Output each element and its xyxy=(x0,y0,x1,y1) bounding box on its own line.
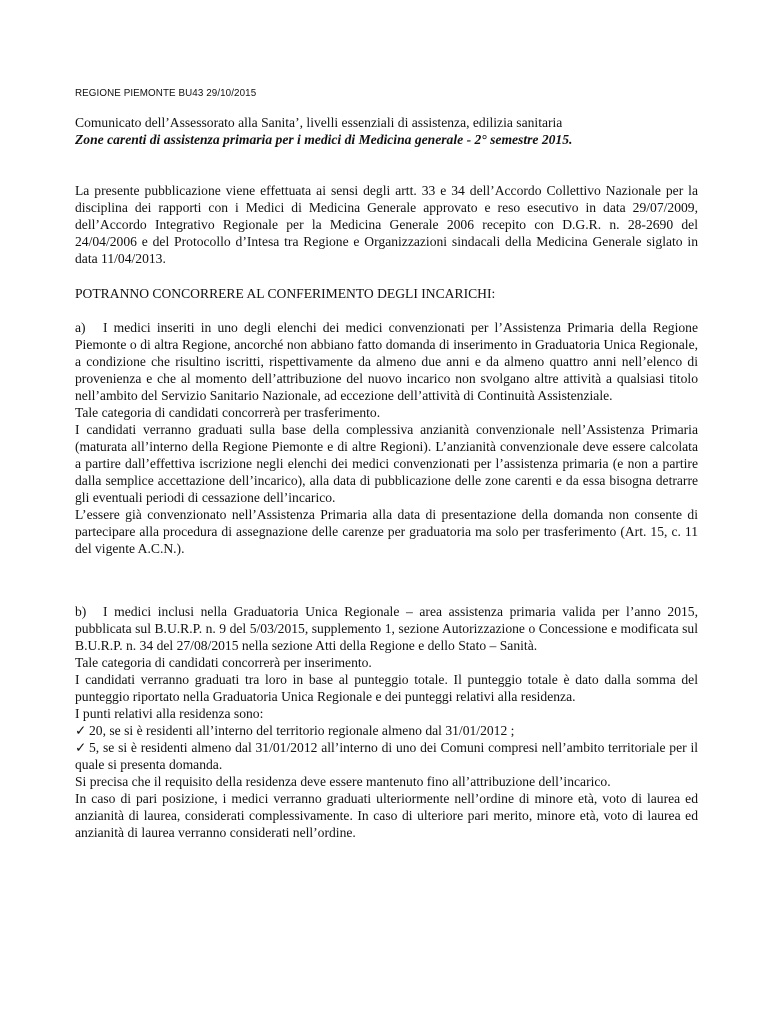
section-b-paragraph-4: I punti relativi alla residenza sono: xyxy=(75,706,264,721)
section-a xyxy=(75,319,698,557)
section-a-paragraph-4: L’essere già convenzionato nell’Assistenza Primaria alla data di presentazione della domanda non consente di partecipare alla procedura di assegnazione delle carenze per graduatoria ma solo per trasferimento (Art. 15, c. 11 del vigente A.C.N.). xyxy=(75,507,698,556)
section-a-paragraph-1 xyxy=(75,319,698,404)
section-heading: POTRANNO CONCORRERE AL CONFERIMENTO DEGLI INCARICHI: xyxy=(75,286,496,301)
section-b-label: b) xyxy=(75,604,87,619)
residence-bullet-2-text: 5, se si è residenti almeno dal 31/01/2012 all’interno di uno dei Comuni compresi nell’ambito territoriale per il quale si presenta domanda. xyxy=(75,740,698,772)
residence-bullet-2 xyxy=(75,739,698,773)
section-b-paragraph-6: In caso di pari posizione, i medici verranno graduati ulteriormente nell’ordine di minore età, voto di laurea ed anzianità di laurea, considerati complessivamente. In caso di ulteriore pari merito, minore età, voto di laurea ed anzianità di laurea verranno considerati nell’ordine. xyxy=(75,791,698,840)
section-b-paragraph-3: I candidati verranno graduati tra loro in base al punteggio totale. Il punteggio totale è dato dalla somma del punteggio riportato nella Graduatoria Unica Regionale e dei punteggi relativi alla residenza. xyxy=(75,672,698,704)
intro-paragraph: La presente pubblicazione viene effettuata ai sensi degli artt. 33 e 34 dell’Accordo Collettivo Nazionale per la disciplina dei rapporti con i Medici di Medicina Generale approvato e reso esecutivo in data 29/07/2009, dell’Accordo Integrativo Regionale per la Medicina Generale 2006 recepito con D.G.R. n. 28-2690 del 24/04/2006 e del Protocollo d’Intesa tra Regione e Organizzazioni sindacali della Medicina Generale siglato in data 11/04/2013. xyxy=(75,183,698,266)
section-a-label: a) xyxy=(75,320,86,335)
document-subtitle: Comunicato dell’Assessorato alla Sanita’, livelli essenziali di assistenza, edilizia sanitaria xyxy=(75,115,563,130)
section-a-text-1: I medici inseriti in uno degli elenchi dei medici convenzionati per l’Assistenza Primaria della Regione Piemonte o di altra Regione, ancorché non abbiano fatto domanda di inserimento in Graduatoria Unica Regionale, a condizione che risultino iscritti, rispettivamente da almeno due anni e da almeno quattro anni nell’elenco di provenienza e che al momento dell’attribuzione del nuovo incarico non svolgano altre attività a qualsiasi titolo nell’ambito del Servizio Sanitario Nazionale, ad eccezione dell’attività di Continuità Assistenziale. xyxy=(75,320,698,403)
check-icon: ✓ xyxy=(75,723,87,738)
section-b-paragraph-1 xyxy=(75,603,698,654)
document-title: Zone carenti di assistenza primaria per i medici di Medicina generale - 2° semestre 2015. xyxy=(75,132,573,147)
section-b xyxy=(75,603,698,841)
section-b-paragraph-2: Tale categoria di candidati concorrerà per inserimento. xyxy=(75,655,372,670)
section-b-text-1: I medici inclusi nella Graduatoria Unica Regionale – area assistenza primaria valida per l’anno 2015, pubblicata sul B.U.R.P. n. 9 del 5/03/2015, supplemento 1, sezione Autorizzazione o Concessione e modificata sul B.U.R.P. n. 34 del 27/08/2015 nella sezione Atti della Regione e dello Stato – Sanità. xyxy=(75,604,698,653)
section-a-paragraph-3: I candidati verranno graduati sulla base della complessiva anzianità convenzionale nell’Assistenza Primaria (maturata all’interno della Regione Piemonte e di altre Regioni). L’anzianità convenzionale deve essere calcolata a partire dall’effettiva iscrizione negli elenchi dei medici convenzionati per l’assistenza primaria (e non a partire dalla semplice accettazione dell’incarico), alla data di pubblicazione delle zone carenti e da essa bisogna detrarre gli eventuali periodi di cessazione dell’incarico. xyxy=(75,422,698,505)
residence-bullet-1-text: 20, se si è residenti all’interno del territorio regionale almeno dal 31/01/2012 ; xyxy=(89,723,515,738)
section-a-paragraph-2: Tale categoria di candidati concorrerà per trasferimento. xyxy=(75,405,381,420)
check-icon: ✓ xyxy=(75,740,87,755)
bulletin-header: REGIONE PIEMONTE BU43 29/10/2015 xyxy=(75,88,257,99)
residence-bullet-1 xyxy=(75,722,698,739)
section-b-paragraph-5: Si precisa che il requisito della residenza deve essere mantenuto fino all’attribuzione dell’incarico. xyxy=(75,774,611,789)
